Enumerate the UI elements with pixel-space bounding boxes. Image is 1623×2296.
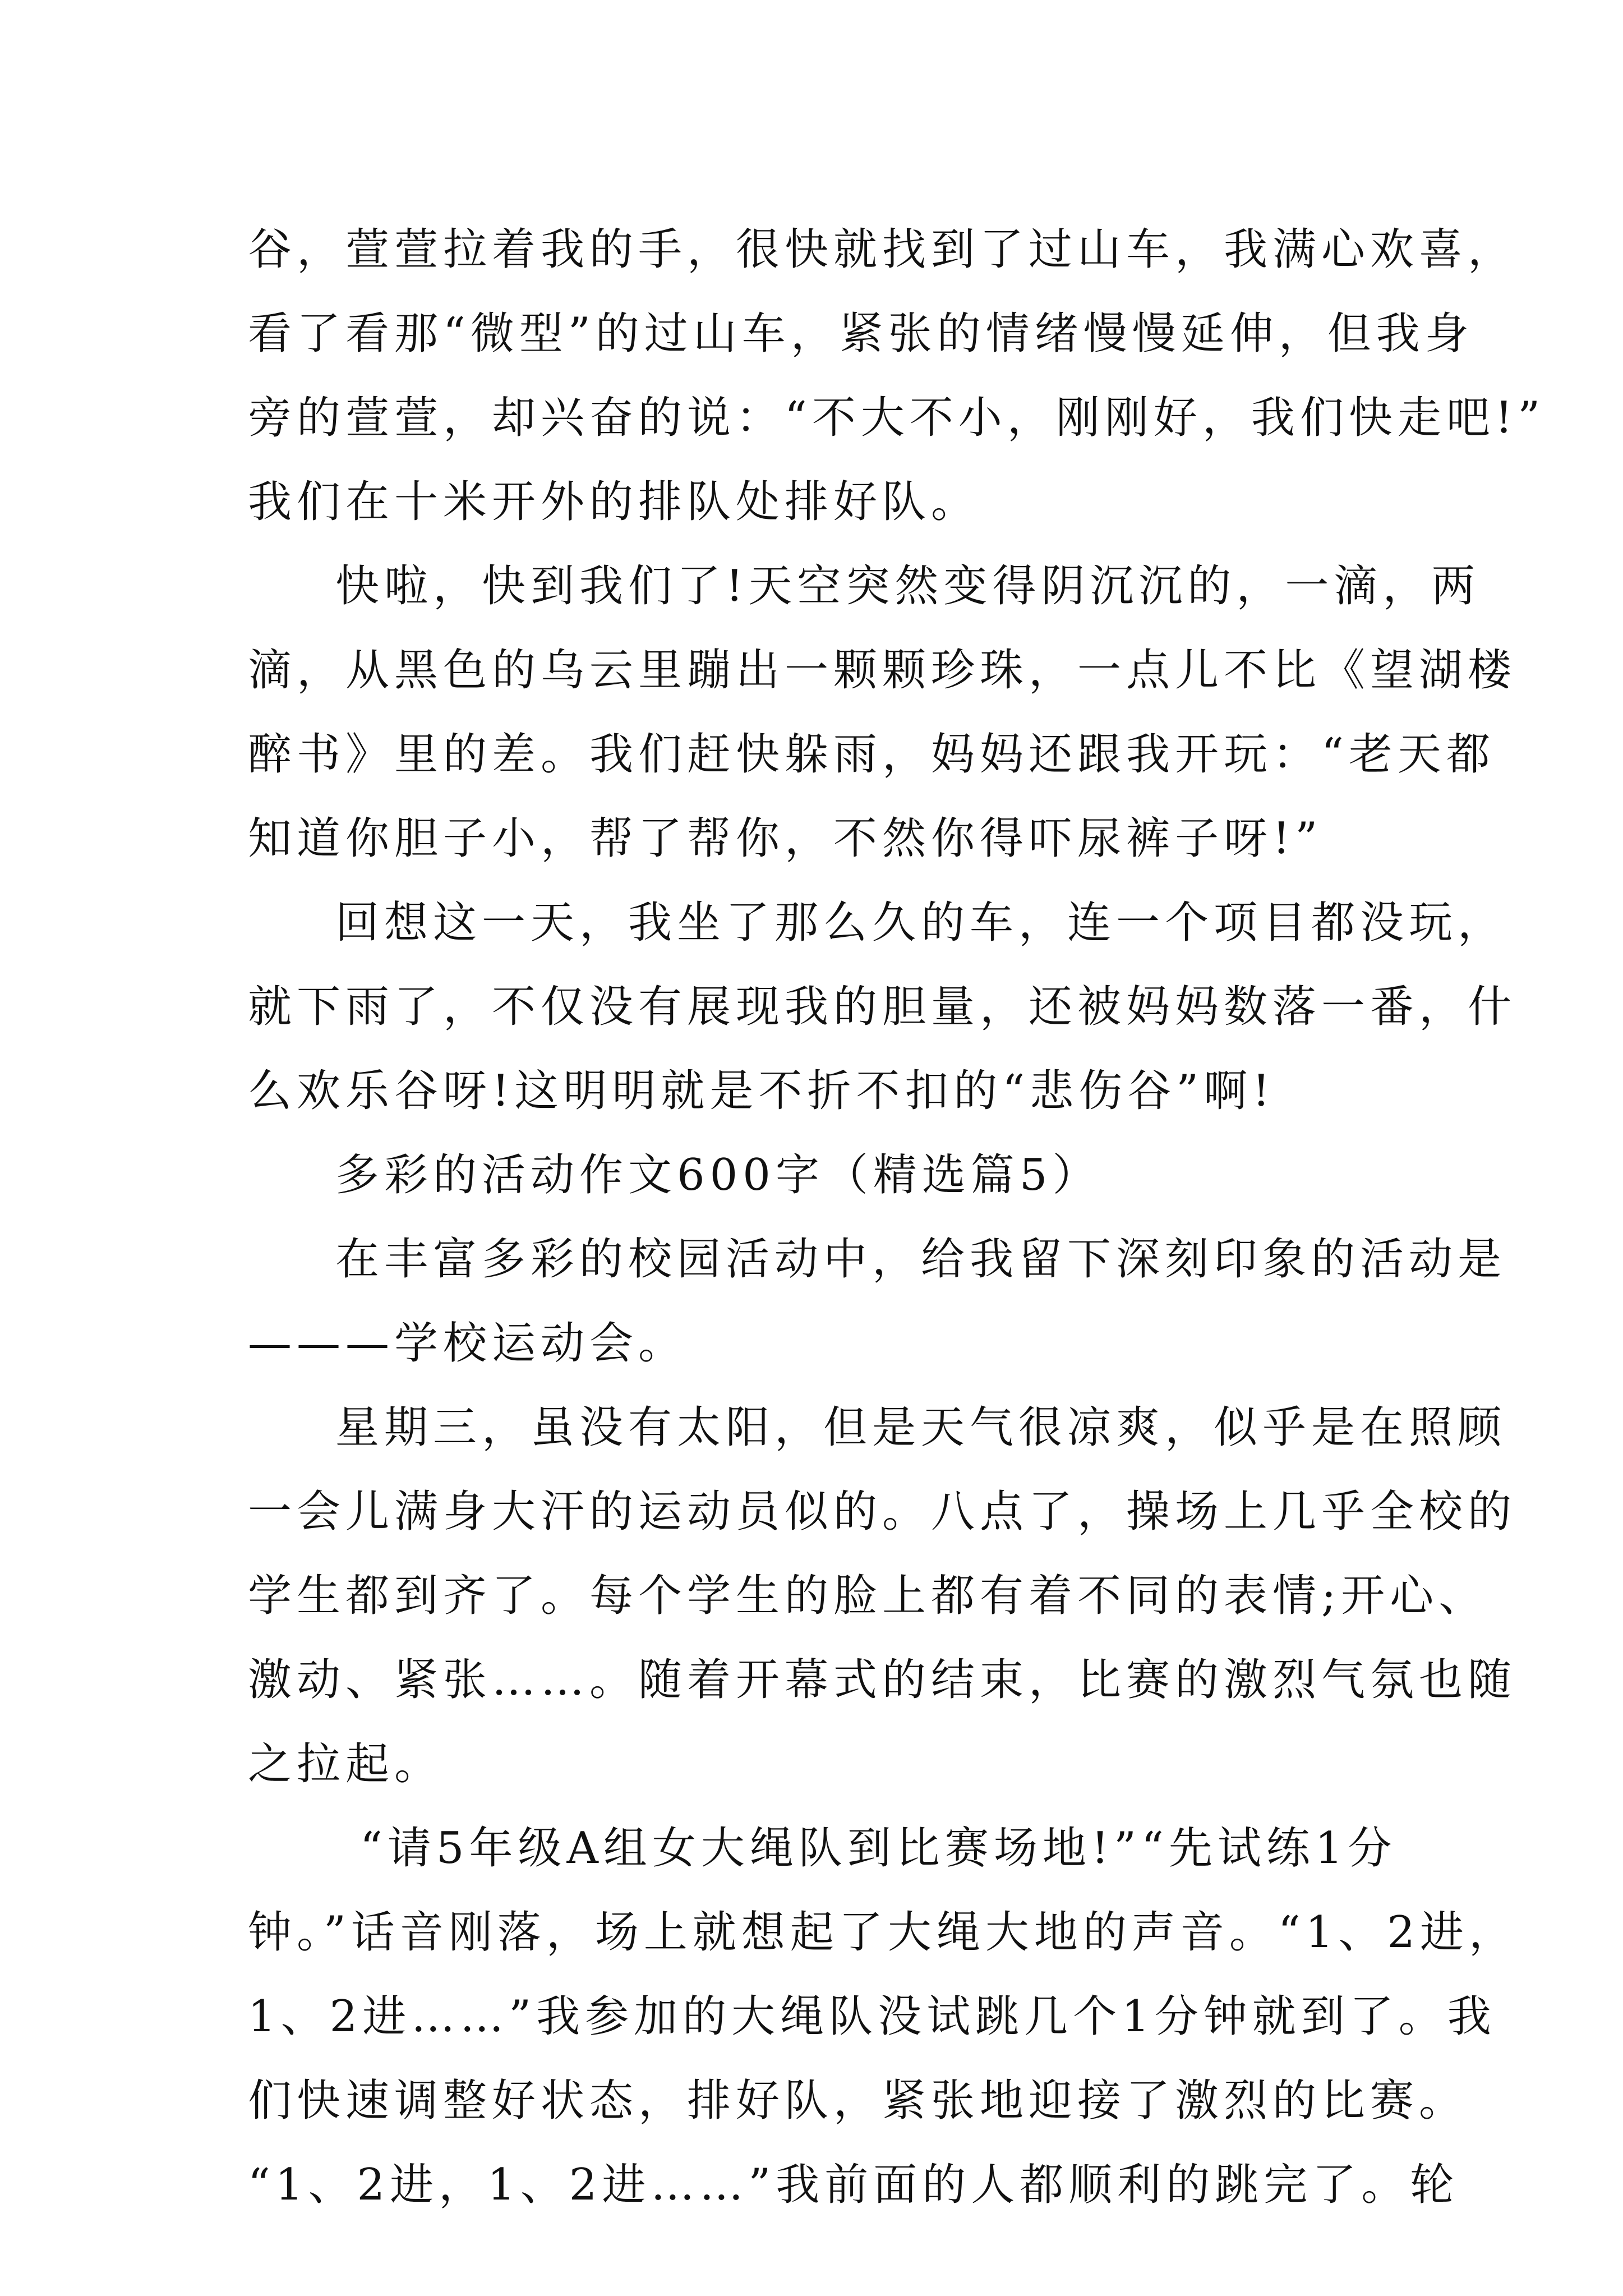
text-line: 醉书》里的差。我们赶快躲雨，妈妈还跟我开玩：“老天都 [248,729,1495,780]
essay-body [248,208,1546,2227]
text-line: “1、2进，1、2进……”我前面的人都顺利的跳完了。轮 [248,2160,1459,2210]
text-line: 滴，从黑色的乌云里蹦出一颗颗珍珠，一点儿不比《望湖楼 [248,645,1517,696]
paragraph-first-line: 回想这一天，我坐了那么久的车，连一个项目都没玩， [335,898,1507,948]
paragraph-first-line: “请5年级A组女大绳队到比赛场地!”“先试练1分 [360,1823,1397,1874]
text-line: 我们在十米开外的排队处排好队。 [248,477,980,527]
text-line: 之拉起。 [248,1739,444,1789]
text-line: 谷，萱萱拉着我的手，很快就找到了过山车，我满心欢喜， [248,224,1517,275]
text-line: 旁的萱萱，却兴奋的说：“不大不小，刚刚好，我们快走吧!” [248,393,1546,443]
text-line: 就下雨了，不仅没有展现我的胆量，还被妈妈数落一番，什 [248,982,1517,1032]
text-line: 钟。”话音刚落，场上就想起了大绳大地的声音。“1、2进， [248,1907,1518,1958]
paragraph-first-line: 在丰富多彩的校园活动中，给我留下深刻印象的活动是 [335,1234,1507,1285]
text-line: 一会儿满身大汗的运动员似的。八点了，操场上几乎全校的 [248,1487,1517,1537]
text-line: 学生都到齐了。每个学生的脸上都有着不同的表情;开心、 [248,1571,1488,1621]
section-heading: 多彩的活动作文600字（精选篇5） [335,1150,1101,1200]
text-line: ———学校运动会。 [248,1318,688,1369]
text-line: 1、2进……”我参加的大绳队没试跳几个1分钟就到了。我 [248,1991,1496,2042]
text-line: 们快速调整好状态，排好队，紧张地迎接了激烈的比赛。 [248,2076,1468,2126]
paragraph-first-line: 星期三，虽没有太阳，但是天气很凉爽，似乎是在照顾 [335,1402,1507,1453]
text-line: 激动、紧张……。随着开幕式的结束，比赛的激烈气氛也随 [248,1655,1517,1705]
text-line: 知道你胆子小，帮了帮你，不然你得吓尿裤子呀!” [248,813,1323,864]
text-line: 么欢乐谷呀!这明明就是不折不扣的“悲伤谷”啊! [248,1066,1275,1116]
text-line: 看了看那“微型”的过山车，紧张的情绪慢慢延伸，但我身 [248,309,1474,359]
paragraph-first-line: 快啦，快到我们了!天空突然变得阴沉沉的，一滴，两 [335,561,1481,611]
